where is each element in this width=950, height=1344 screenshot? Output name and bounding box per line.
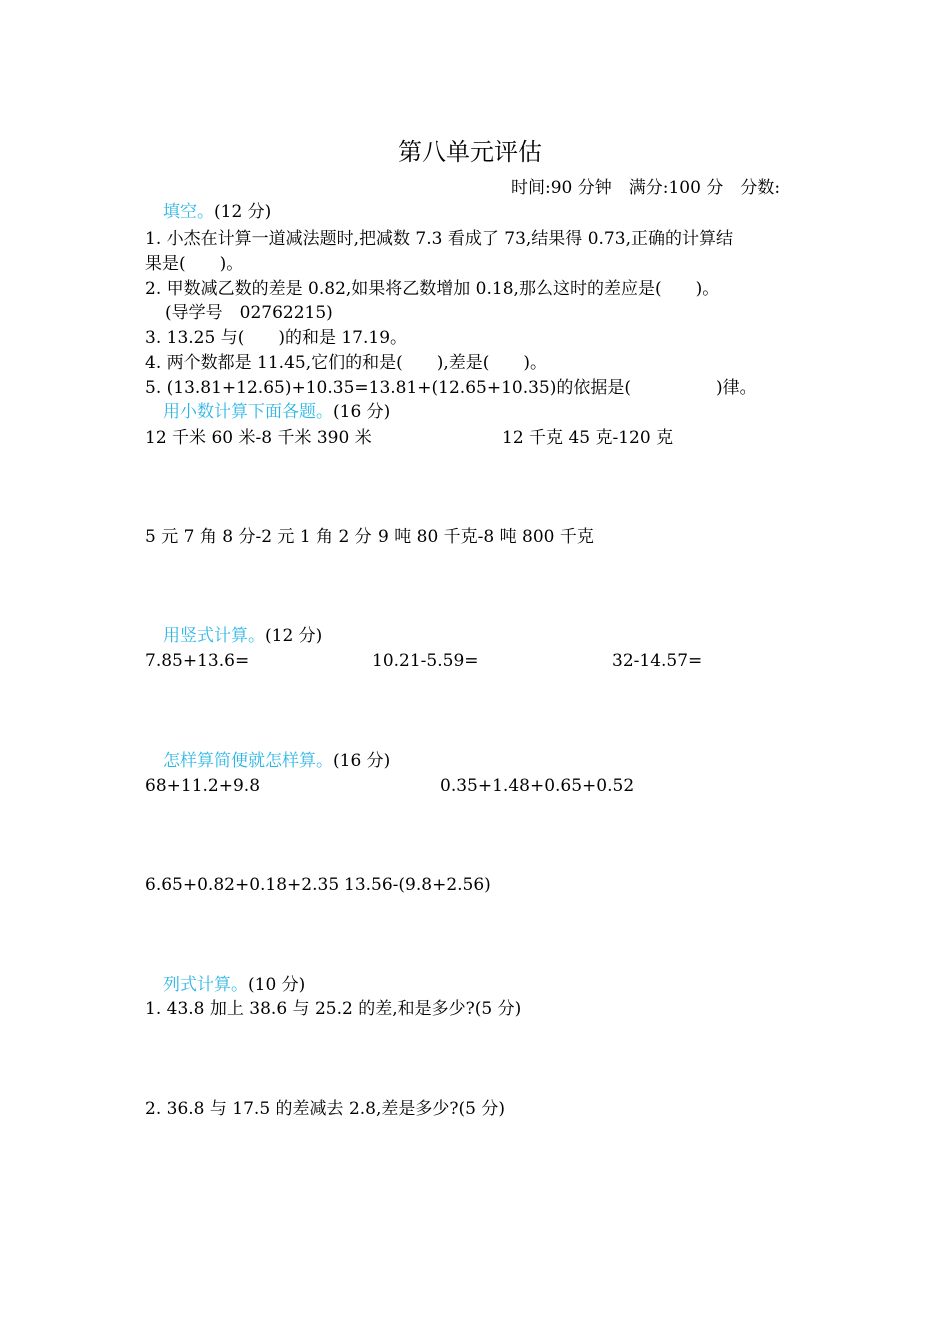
question-2: 2. 甲数减乙数的差是 0.82,如果将乙数增加 0.18,那么这时的差应是( )。 — [145, 279, 720, 299]
section-points: (10 分) — [248, 975, 306, 995]
section-heading-decimal-calc — [163, 402, 390, 422]
question-1-line-2: 果是( )。 — [145, 254, 244, 274]
question-2-ref: (导学号 02762215) — [165, 303, 333, 323]
question-4: 4. 两个数都是 11.45,它们的和是( ),差是( )。 — [145, 353, 548, 373]
problem-item: 68+11.2+9.8 — [145, 776, 261, 796]
section-heading-label: 用小数计算下面各题。 — [163, 402, 333, 422]
problem-item: 12 千克 45 克-120 克 — [502, 428, 674, 448]
section-heading-vertical-calc — [163, 626, 322, 646]
exam-info: 时间:90 分钟 满分:100 分 分数: — [511, 178, 781, 198]
problem-item: 32-14.57= — [612, 651, 703, 671]
problem-item: 0.35+1.48+0.65+0.52 — [440, 776, 635, 796]
word-problem-1: 1. 43.8 加上 38.6 与 25.2 的差,和是多少?(5 分) — [145, 999, 522, 1019]
problem-item: 6.65+0.82+0.18+2.35 — [145, 875, 340, 895]
problem-item: 7.85+13.6= — [145, 651, 250, 671]
section-heading-fill-blank — [163, 202, 271, 222]
section-points: (12 分) — [265, 626, 323, 646]
section-points: (16 分) — [333, 751, 391, 771]
section-heading-label: 用竖式计算。 — [163, 626, 265, 646]
section-heading-label: 列式计算。 — [163, 975, 248, 995]
section-heading-simplify — [163, 751, 390, 771]
page-title: 第八单元评估 — [398, 138, 542, 166]
problem-item: 9 吨 80 千克-8 吨 800 千克 — [378, 527, 594, 547]
section-heading-label: 填空。 — [163, 202, 214, 222]
section-heading-label: 怎样算简便就怎样算。 — [163, 751, 333, 771]
question-1-line-1: 1. 小杰在计算一道减法题时,把减数 7.3 看成了 73,结果得 0.73,正确的计算结 — [145, 229, 733, 249]
question-5: 5. (13.81+12.65)+10.35=13.81+(12.65+10.35)的依据是( )律。 — [145, 378, 757, 398]
section-points: (16 分) — [333, 402, 391, 422]
section-heading-word-calc — [163, 975, 305, 995]
section-points: (12 分) — [214, 202, 272, 222]
problem-item: 5 元 7 角 8 分-2 元 1 角 2 分 — [145, 527, 372, 547]
question-3: 3. 13.25 与( )的和是 17.19。 — [145, 328, 408, 348]
problem-item: 10.21-5.59= — [372, 651, 479, 671]
word-problem-2: 2. 36.8 与 17.5 的差减去 2.8,差是多少?(5 分) — [145, 1099, 505, 1119]
problem-item: 13.56-(9.8+2.56) — [344, 875, 491, 895]
problem-item: 12 千米 60 米-8 千米 390 米 — [145, 428, 372, 448]
